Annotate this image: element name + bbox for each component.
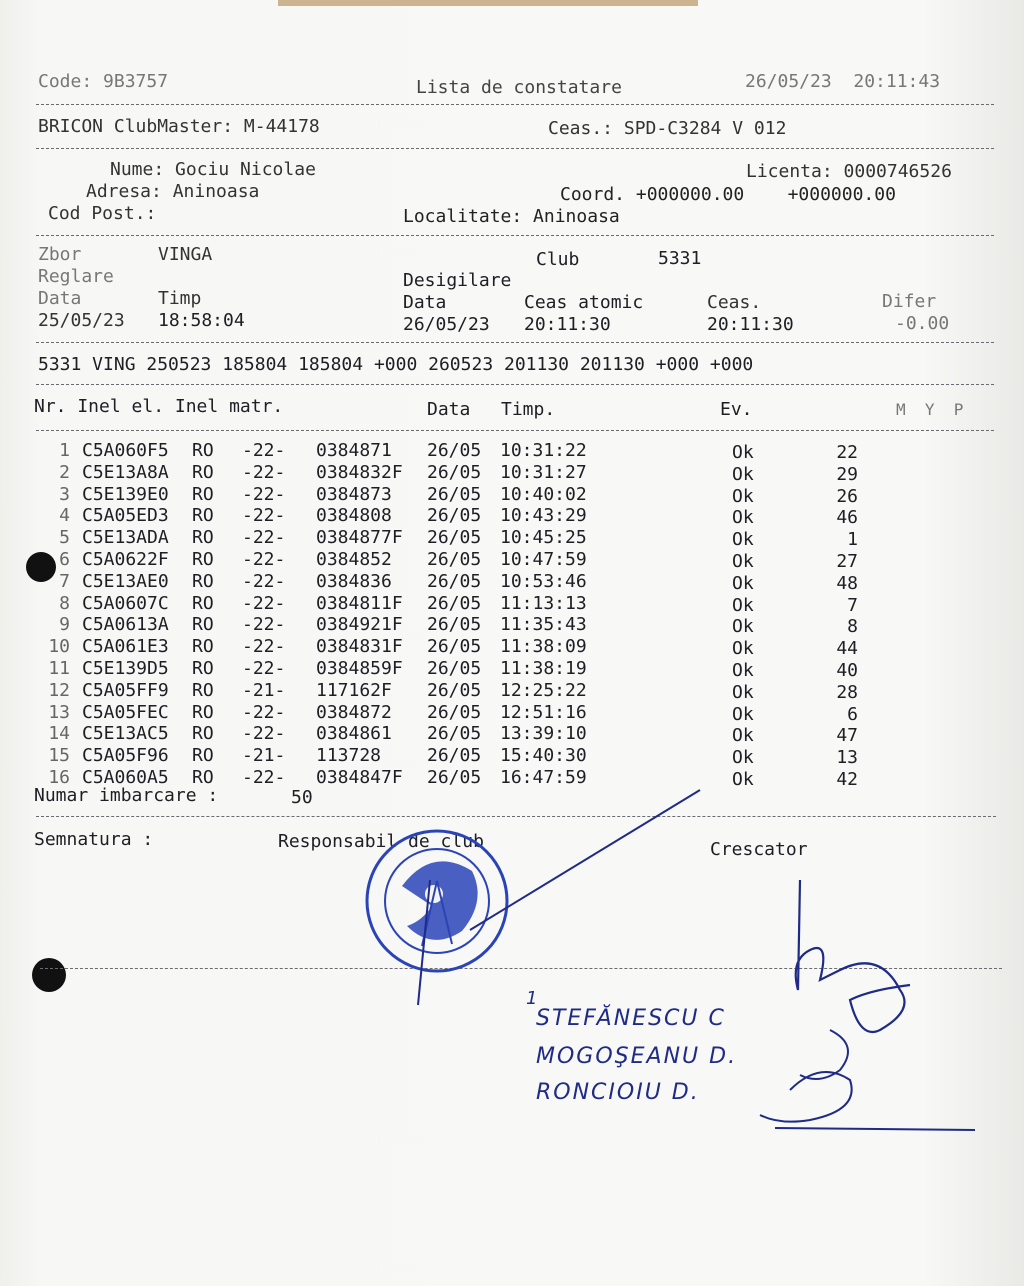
table-row [34,549,854,571]
electronic-ring: C5A05FEC [82,701,169,723]
arrival-date: 26/05 [427,614,482,636]
arrival-date: 26/05 [427,483,482,505]
arrival-time: 11:38:19 [500,658,587,679]
document-title: Lista de constatare [416,77,622,98]
divider [40,968,1002,969]
ring-country: RO [192,483,214,505]
ring-year: -22- [242,527,286,549]
owner-coordinates: Coord. +000000.00 +000000.00 [560,184,896,205]
ring-year: -22- [242,658,286,679]
difference-label: Difer [882,291,937,312]
event-status: Ok [732,485,754,507]
clock-label: Ceas. [707,292,762,313]
arrival-date: 26/05 [427,701,482,723]
event-status: Ok [732,572,754,594]
desigilare-label: Desigilare [403,270,512,291]
reglare-time: 18:58:04 [158,310,245,331]
table-row [34,527,854,549]
desig-date-label: Data [403,292,447,313]
ring-country: RO [192,701,214,723]
event-value: 48 [836,572,858,594]
event-status: Ok [732,529,754,551]
event-status: Ok [732,507,754,529]
ring-year: -22- [242,483,286,505]
atomic-clock-value: 20:11:30 [524,314,611,335]
arrival-date: 26/05 [427,440,482,461]
ring-country: RO [192,505,214,527]
registration-ring: 0384859F [316,658,403,679]
row-number: 11 [48,658,70,679]
handwritten-name-3: RONCIOIU D. [536,1080,700,1105]
registration-ring: 0384852 [316,549,392,570]
table-row [34,462,854,484]
table-row [34,593,854,615]
event-value: 13 [836,747,858,769]
ring-year: -21- [242,679,286,701]
ring-country: RO [192,461,214,483]
arrival-date: 26/05 [427,636,482,658]
difference-value: -0.00 [895,313,950,334]
handwritten-number: 1 [526,988,540,1009]
club-label: Club [536,249,580,270]
ring-year: -22- [242,549,286,570]
event-value: 22 [836,442,858,463]
code-label: Code: 9B3757 [38,71,169,92]
row-number: 2 [59,461,70,483]
table-row [34,680,854,702]
event-status: Ok [732,442,754,463]
registration-ring: 0384808 [316,505,392,527]
divider [36,816,996,817]
registration-ring: 0384871 [316,440,392,461]
row-number: 7 [59,570,70,592]
arrival-time: 10:43:29 [500,505,587,527]
row-number: 10 [48,636,70,658]
row-number: 3 [59,483,70,505]
ring-year: -22- [242,636,286,658]
row-number: 14 [48,723,70,745]
table-row [34,505,854,527]
event-status: Ok [732,616,754,638]
signature-label: Semnatura : [34,829,154,850]
event-value: 42 [836,769,858,790]
divider [36,384,994,385]
owner-address: Adresa: Aninoasa [86,181,260,202]
club-responsible-label: Responsabil de club [278,831,484,852]
event-value: 7 [847,594,858,616]
arrival-time: 12:25:22 [500,679,587,701]
electronic-ring: C5E139D5 [82,658,169,679]
column-header-rings: Nr. Inel el. Inel matr. [34,396,284,417]
event-value: 1 [847,529,858,551]
club-stamp [362,826,512,976]
ring-country: RO [192,570,214,592]
arrival-time: 12:51:16 [500,701,587,723]
owner-locality: Localitate: Aninoasa [403,206,620,227]
arrival-date: 26/05 [427,723,482,745]
row-number: 16 [48,767,70,788]
arrival-date: 26/05 [427,570,482,592]
electronic-ring: C5A0622F [82,549,169,570]
ring-country: RO [192,614,214,636]
event-value: 27 [836,551,858,572]
column-header-date: Data [427,399,471,420]
clock-id: Ceas.: SPD-C3284 V 012 [548,118,787,139]
event-value: 40 [836,660,858,681]
ring-year: -22- [242,701,286,723]
owner-postal-code: Cod Post.: [48,203,157,224]
divider [36,430,994,431]
divider [36,342,994,343]
ring-country: RO [192,636,214,658]
divider [36,148,994,149]
club-master: BRICON ClubMaster: M-44178 [38,116,320,137]
ring-year: -22- [242,440,286,461]
arrival-time: 10:31:27 [500,461,587,483]
electronic-ring: C5E13AE0 [82,570,169,592]
arrival-time: 15:40:30 [500,745,587,767]
arrival-time: 11:13:13 [500,592,587,614]
event-status: Ok [732,660,754,681]
table-row [34,723,854,745]
ring-country: RO [192,745,214,767]
electronic-ring: C5E13AC5 [82,723,169,745]
registration-ring: 0384873 [316,483,392,505]
club-value: 5331 [658,248,702,269]
arrival-date: 26/05 [427,505,482,527]
column-header-time: Timp. [501,399,556,420]
registration-ring: 117162F [316,679,392,701]
electronic-ring: C5A05F96 [82,745,169,767]
ring-country: RO [192,592,214,614]
flight-value: VINGA [158,244,213,265]
ring-year: -22- [242,461,286,483]
ring-country: RO [192,440,214,461]
table-row [34,745,854,767]
event-status: Ok [732,463,754,485]
header-datetime: 26/05/23 20:11:43 [745,71,941,92]
ring-country: RO [192,527,214,549]
row-number: 6 [59,549,70,570]
reglare-date: 25/05/23 [38,310,125,331]
breeder-label: Crescator [710,839,808,860]
event-value: 44 [836,638,858,660]
arrival-date: 26/05 [427,549,482,570]
registration-ring: 0384877F [316,527,403,549]
event-value: 8 [847,616,858,638]
event-status: Ok [732,594,754,616]
electronic-ring: C5A060F5 [82,440,169,461]
table-row [34,614,854,636]
registration-ring: 0384872 [316,701,392,723]
event-value: 26 [836,485,858,507]
code-line: 5331 VING 250523 185804 185804 +000 260523 201130 201130 +000 +000 [38,354,754,375]
ring-year: -22- [242,767,286,788]
clock-value: 20:11:30 [707,314,794,335]
row-number: 4 [59,505,70,527]
handwritten-name-2: MOGOŞEANU D. [536,1044,738,1069]
event-value: 29 [836,463,858,485]
event-status: Ok [732,638,754,660]
arrival-time: 10:47:59 [500,549,587,570]
row-number: 13 [48,701,70,723]
ring-country: RO [192,767,214,788]
event-status: Ok [732,703,754,725]
arrival-date: 26/05 [427,745,482,767]
row-number: 12 [48,679,70,701]
ring-country: RO [192,658,214,679]
table-row [34,484,854,506]
arrival-time: 10:53:46 [500,570,587,592]
registration-ring: 113728 [316,745,382,767]
row-number: 15 [48,745,70,767]
arrival-date: 26/05 [427,592,482,614]
registration-ring: 0384861 [316,723,392,745]
registration-ring: 0384831F [316,636,403,658]
row-number: 5 [59,527,70,549]
handwritten-name-1: STEFĂNESCU C [536,1006,726,1031]
arrival-time: 11:35:43 [500,614,587,636]
electronic-ring: C5A060A5 [82,767,169,788]
registration-ring: 0384836 [316,570,392,592]
arrival-date: 26/05 [427,658,482,679]
table-row [34,571,854,593]
punch-hole-bottom [32,958,66,992]
arrival-time: 13:39:10 [500,723,587,745]
ring-country: RO [192,723,214,745]
table-row [34,636,854,658]
event-value: 47 [836,725,858,747]
row-number: 9 [59,614,70,636]
reglare-time-label: Timp [158,288,202,309]
registration-ring: 0384832F [316,461,403,483]
arrival-date: 26/05 [427,679,482,701]
registration-ring: 0384847F [316,767,403,788]
ring-year: -22- [242,570,286,592]
table-row [34,440,854,462]
flight-label: Zbor [38,244,82,265]
arrival-time: 10:40:02 [500,483,587,505]
embark-count-value: 50 [291,787,313,808]
event-value: 6 [847,703,858,725]
top-paper-strip [278,0,698,6]
electronic-ring: C5E13A8A [82,461,169,483]
divider [36,235,994,236]
arrival-time: 16:47:59 [500,767,587,788]
arrival-date: 26/05 [427,527,482,549]
atomic-clock-label: Ceas atomic [524,292,644,313]
ring-year: -22- [242,592,286,614]
event-value: 46 [836,507,858,529]
event-status: Ok [732,747,754,769]
reglare-label: Reglare [38,266,114,287]
owner-license: Licenta: 0000746526 [746,161,952,182]
registration-ring: 0384811F [316,592,403,614]
ring-country: RO [192,549,214,570]
embark-count-label: Numar imbarcare : [34,785,219,806]
reglare-date-label: Data [38,288,82,309]
registration-ring: 0384921F [316,614,403,636]
ring-year: -22- [242,614,286,636]
electronic-ring: C5E139E0 [82,483,169,505]
column-header-event: Ev. [720,399,753,420]
arrival-date: 26/05 [427,461,482,483]
row-number: 8 [59,592,70,614]
electronic-ring: C5E13ADA [82,527,169,549]
electronic-ring: C5A0613A [82,614,169,636]
arrival-time: 10:45:25 [500,527,587,549]
divider [36,104,994,105]
arrival-time: 11:38:09 [500,636,587,658]
arrival-time: 10:31:22 [500,440,587,461]
desig-date: 26/05/23 [403,314,490,335]
electronic-ring: C5A05ED3 [82,505,169,527]
event-status: Ok [732,725,754,747]
electronic-ring: C5A0607C [82,592,169,614]
ring-country: RO [192,679,214,701]
ring-year: -22- [242,505,286,527]
owner-name: Nume: Gociu Nicolae [110,159,316,180]
event-status: Ok [732,769,754,790]
table-row [34,702,854,724]
event-value: 28 [836,681,858,703]
ring-year: -22- [242,723,286,745]
electronic-ring: C5A061E3 [82,636,169,658]
event-status: Ok [732,681,754,703]
arrival-date: 26/05 [427,767,482,788]
electronic-ring: C5A05FF9 [82,679,169,701]
row-number: 1 [59,440,70,461]
table-row [34,658,854,680]
event-status: Ok [732,551,754,572]
ring-year: -21- [242,745,286,767]
column-header-myp: M Y P [896,400,964,419]
